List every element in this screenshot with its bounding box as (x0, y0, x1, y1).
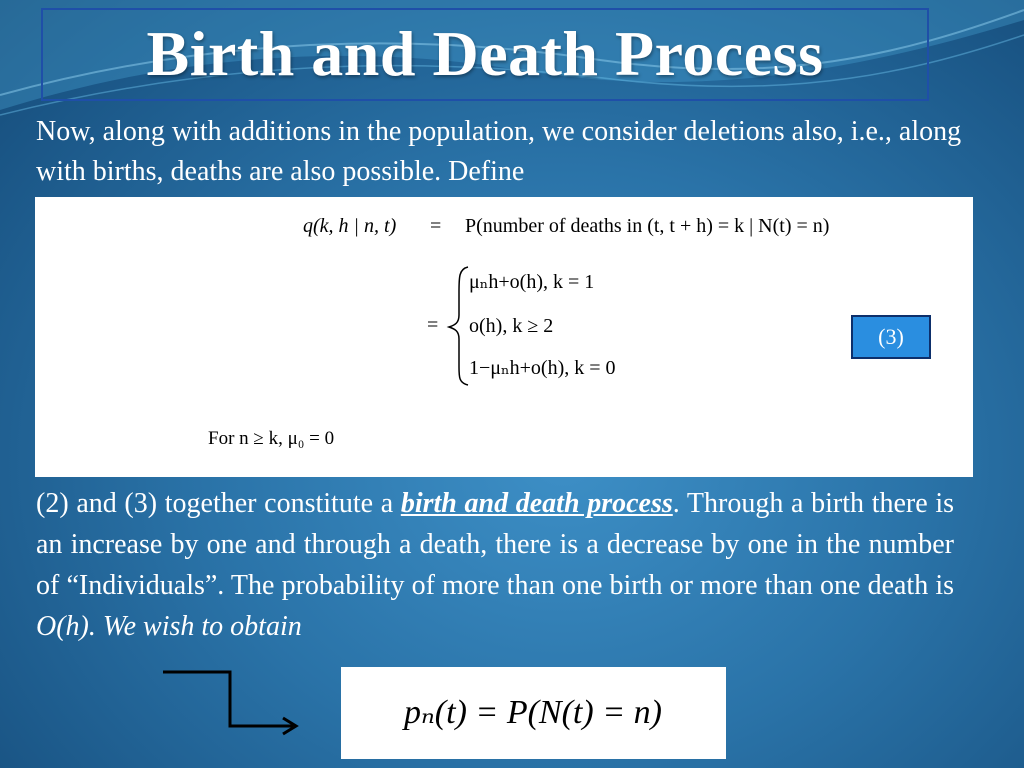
arrow-icon (160, 668, 305, 738)
equation-number-tag: (3) (851, 315, 931, 359)
body-text-mid: . Through a birth there is an increase by one and through a death, there is a decrease by one in the number of “Individuals”. The probability of more than one birth or more than one death is (36, 488, 954, 601)
body-text-pre: (2) and (3) together constitute a (36, 488, 401, 519)
target-equation-box (341, 667, 726, 759)
equation-equals-1: = (430, 215, 442, 237)
case-2: o(h), k ≥ 2 (469, 315, 554, 337)
slide-title: Birth and Death Process (146, 18, 824, 89)
intro-paragraph: Now, along with additions in the population, we consider deletions also, i.e., along with births, deaths are also possible. Define (36, 116, 962, 187)
target-equation: pₙ(t) = P(N(t) = n) (404, 694, 662, 731)
equation-graphic (35, 197, 973, 477)
equation-condition: For n ≥ k, μ₀ = 0 (208, 428, 335, 449)
equation-equals-2: = (427, 314, 439, 336)
brace (449, 267, 468, 385)
equation-box (35, 197, 973, 477)
case-1: μₙh+o(h), k = 1 (469, 271, 595, 293)
title-frame (41, 8, 929, 101)
body-text-italic: O(h). We wish to obtain (36, 611, 302, 642)
equation-lhs: q(k, h | n, t) (303, 215, 397, 237)
body-paragraph (36, 483, 954, 647)
equation-rhs: P(number of deaths in (t, t + h) = k | N(t) = n) (465, 215, 830, 237)
case-3: 1−μₙh+o(h), k = 0 (469, 357, 616, 379)
birth-death-term: birth and death process (400, 488, 673, 519)
